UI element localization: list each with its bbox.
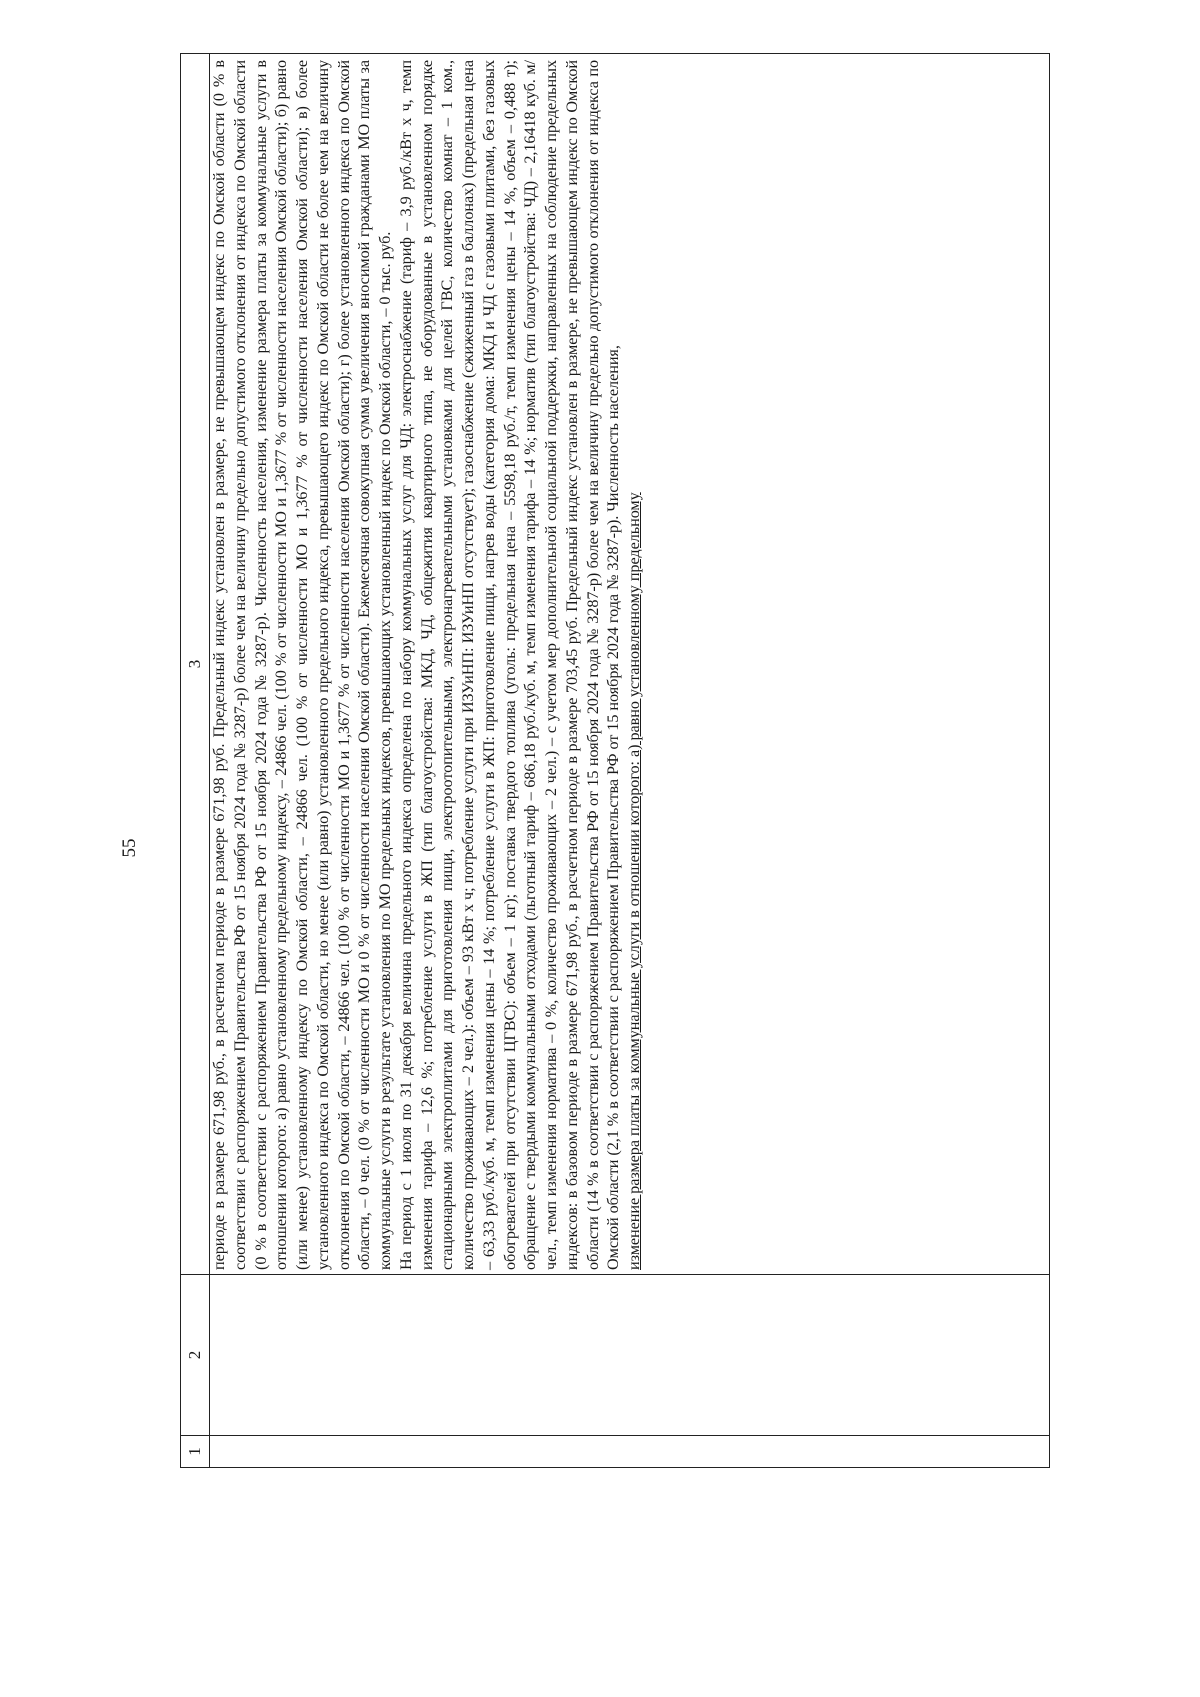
column-header-2: 2 [181, 1274, 209, 1435]
data-table [180, 53, 1050, 1468]
page-number: 55 [119, 838, 140, 858]
column-header-1: 1 [181, 1435, 209, 1467]
table-cell-col-3 [209, 54, 1051, 1274]
table-cell-col-1 [209, 1435, 1049, 1467]
text-paragraph-underlined: изменение размера платы за коммунальные услуги в отношении которого: а) равно установленному предельному [625, 492, 643, 1270]
rotated-page-content [180, 53, 1050, 1468]
text-paragraph: периоде в размере 671,98 руб., в расчетном периоде в размере 671,98 руб. Предельный индекс установлен в размере, не превышающем индекс по Омской области (0 % в соответствии с распоряжением Правительства РФ от 15 ноября 2024 года № 3287-р) более чем на величину предельно допустимого отклонения от индекса по Омской области (0 % в соответствии с распоряжением Правительства РФ от 15 ноября 2024 года № 3287-р). Численность населения, изменение размера платы за коммунальные услуги в отношении которого: а) равно установленному предельному индексу, – 24866 чел. (100 % от численности МО и 1,3677 % от численности населения Омской области); б) равно (или менее) установленному индексу по Омской области, – 24866 чел. (100 % от численности МО и 1,3677 % от численности населения Омской области); в) более установленного индекса по Омской области, но менее (или равно) установленного предельного индекса, превышающего индекс по Омской области не более чем на величину отклонения по Омской области, – 24866 чел. (100 % от численности МО и 1,3677 % от численности населения Омской области); г) более установленного индекса по Омской области, – 0 чел. (0 % от численности МО и 0 % от численности населения Омской области). Ежемесячная совокупная сумма увеличения вносимой гражданами МО платы за коммунальные услуги в результате установления по МО предельных индексов, превышающих установленный индекс по Омской области, – 0 тыс. руб. [210, 60, 394, 1270]
text-paragraph: На период с 1 июля по 31 декабря величина предельного индекса определена по набору коммунальных услуг для ЧД: электроснабжение (тариф – 3,9 руб./кВт х ч, темп изменения тарифа – 12,6 %; потребление услуги в ЖП (тип благоустройства: МКД, ЧД, общежития квартирного типа, не оборудованные в установленном порядке стационарными электроплитами для приготовления пищи, электроотопительными, электронагревательными установками для целей ГВС, количество комнат – 1 ком., количество проживающих – 2 чел.): объем – 93 кВт х ч; потребление услуги при ИЗУиНП: ИЗУиНП отсутствует); газоснабжение (сжиженный газ в баллонах) (предельная цена – 63,33 руб./куб. м, темп изменения цены – 14 %; потребление услуги в ЖП: приготовление пищи, нагрев воды (категория дома: МКД и ЧД с газовыми плитами, без газовых обогревателей при отсутствии ЦГВС): объем – 1 кг); поставка твердого топлива (уголь: предельная цена – 5598,18 руб./т, темп изменения цены – 14 %, объем – 0,488 т); обращение с твердыми коммунальными отходами (льготный тариф – 686,18 руб./куб. м, темп изменения тарифа – 14 %; норматив (тип благоустройства: ЧД) – 2,16418 куб. м/чел., темп изменения норматива – 0 %, количество проживающих – 2 чел.) – с учетом мер дополнительной социальной поддержки, направленных на соблюдение предельных индексов: в базовом периоде в размере 671,98 руб., в расчетном периоде в размере 703,45 руб. Предельный индекс установлен в размере, не превышающем индекс по Омской области (14 % в соответствии с распоряжением Правительства РФ от 15 ноября 2024 года № 3287-р) более чем на величину предельно допустимого отклонения от индекса по Омской области (2,1 % в соответствии с распоряжением Правительства РФ от 15 ноября 2024 года № 3287-р). Численность населения, [396, 60, 623, 1270]
table-header-row [181, 54, 210, 1467]
table-cell-col-2 [209, 1274, 1049, 1435]
column-header-3: 3 [185, 659, 204, 669]
